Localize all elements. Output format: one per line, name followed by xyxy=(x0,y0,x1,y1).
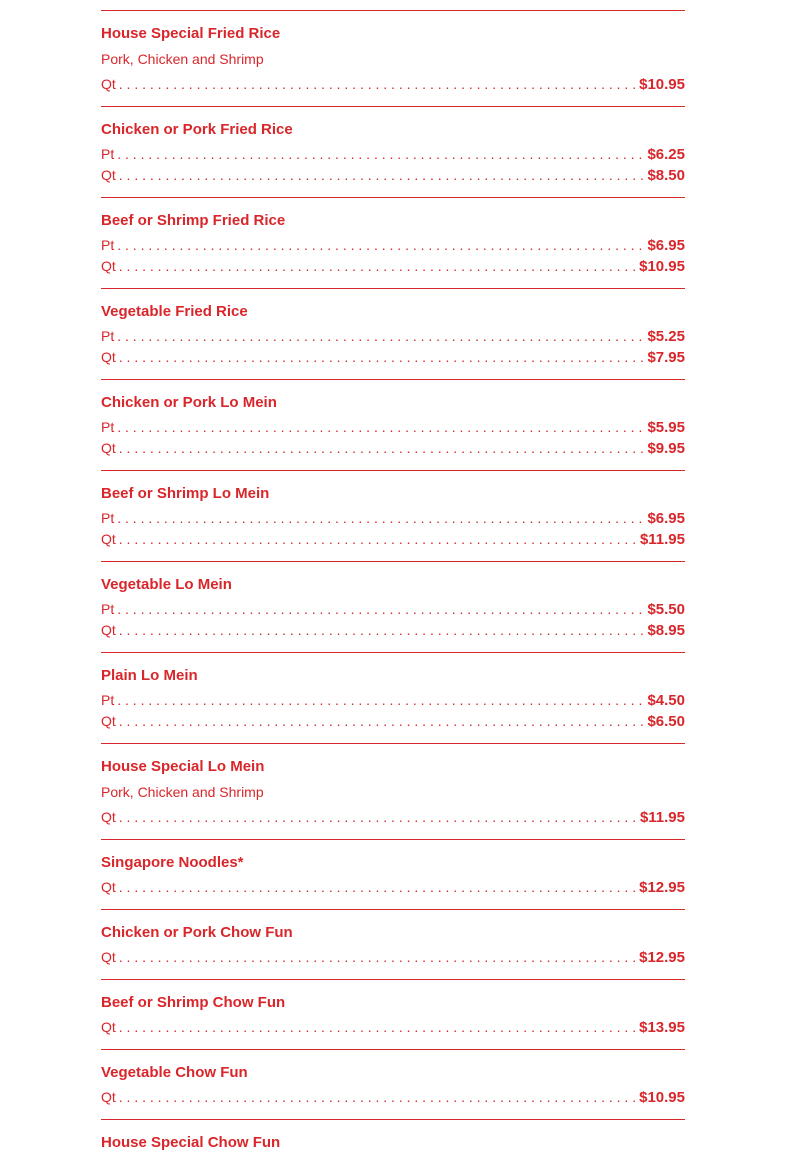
price: $6.50 xyxy=(647,713,685,730)
price: $5.50 xyxy=(647,601,685,618)
size-label: Pt xyxy=(101,237,115,253)
price: $13.95 xyxy=(639,1019,685,1036)
item-name: Vegetable Chow Fun xyxy=(101,1064,248,1081)
item-name: Chicken or Pork Chow Fun xyxy=(101,924,293,941)
price: $8.50 xyxy=(647,167,685,184)
item-name: Vegetable Lo Mein xyxy=(101,576,232,593)
menu-item xyxy=(101,979,685,1049)
price: $5.95 xyxy=(647,419,685,436)
size-label: Qt xyxy=(101,76,116,92)
item-name: Vegetable Fried Rice xyxy=(101,303,248,320)
price: $10.95 xyxy=(639,258,685,275)
size-label: Qt xyxy=(101,713,116,729)
price: $11.95 xyxy=(639,809,685,826)
price: $10.95 xyxy=(639,1089,685,1106)
size-label: Qt xyxy=(101,258,116,274)
dot-leader xyxy=(119,1020,637,1034)
dot-leader xyxy=(119,1090,637,1104)
price: $4.50 xyxy=(647,692,685,709)
item-name: Plain Lo Mein xyxy=(101,667,198,684)
price-row xyxy=(101,328,685,349)
dot-leader xyxy=(119,259,637,273)
price: $6.95 xyxy=(647,510,685,527)
price-row xyxy=(101,622,685,643)
price-row xyxy=(101,713,685,734)
dot-leader xyxy=(119,168,646,182)
price-row xyxy=(101,601,685,622)
dot-leader xyxy=(117,511,645,525)
price-row xyxy=(101,510,685,531)
size-label: Qt xyxy=(101,167,116,183)
menu-item xyxy=(101,288,685,379)
menu-item xyxy=(101,470,685,561)
size-label: Qt xyxy=(101,349,116,365)
price-row xyxy=(101,146,685,167)
size-label: Qt xyxy=(101,809,116,825)
item-name: Beef or Shrimp Fried Rice xyxy=(101,212,286,229)
item-name: Beef or Shrimp Lo Mein xyxy=(101,485,270,502)
item-description: Pork, Chicken and Shrimp xyxy=(101,51,264,67)
price-row xyxy=(101,349,685,370)
size-label: Qt xyxy=(101,879,116,895)
price-row xyxy=(101,419,685,440)
price-row xyxy=(101,258,685,279)
price: $12.95 xyxy=(639,879,685,896)
dot-leader xyxy=(119,441,646,455)
size-label: Pt xyxy=(101,510,115,526)
price: $12.95 xyxy=(639,949,685,966)
menu-item xyxy=(101,197,685,288)
menu-item xyxy=(101,1119,685,1168)
item-name: Beef or Shrimp Chow Fun xyxy=(101,994,286,1011)
price-row xyxy=(101,531,685,552)
dot-leader xyxy=(117,420,645,434)
price-row xyxy=(101,167,685,188)
item-description: Pork, Chicken and Shrimp xyxy=(101,784,264,800)
size-label: Pt xyxy=(101,146,115,162)
size-label: Qt xyxy=(101,440,116,456)
price-row xyxy=(101,809,685,830)
dot-leader xyxy=(119,950,637,964)
price-row xyxy=(101,692,685,713)
dot-leader xyxy=(119,810,638,824)
dot-leader xyxy=(117,147,645,161)
price: $6.25 xyxy=(647,146,685,163)
menu-item xyxy=(101,839,685,909)
price: $9.95 xyxy=(647,440,685,457)
item-name: Chicken or Pork Lo Mein xyxy=(101,394,277,411)
item-name: Singapore Noodles* xyxy=(101,854,244,871)
dot-leader xyxy=(119,880,637,894)
size-label: Pt xyxy=(101,692,115,708)
size-label: Qt xyxy=(101,1089,116,1105)
item-name: House Special Lo Mein xyxy=(101,758,265,775)
price: $8.95 xyxy=(647,622,685,639)
price-row xyxy=(101,1089,685,1110)
price-row xyxy=(101,949,685,970)
dot-leader xyxy=(119,532,638,546)
item-name: Chicken or Pork Fried Rice xyxy=(101,121,293,138)
size-label: Pt xyxy=(101,328,115,344)
menu-item xyxy=(101,561,685,652)
price-row xyxy=(101,237,685,258)
menu-list xyxy=(101,10,685,1168)
size-label: Pt xyxy=(101,601,115,617)
price: $7.95 xyxy=(647,349,685,366)
dot-leader xyxy=(119,714,646,728)
menu-item xyxy=(101,743,685,839)
menu-item xyxy=(101,379,685,470)
dot-leader xyxy=(119,623,646,637)
size-label: Qt xyxy=(101,622,116,638)
price: $5.25 xyxy=(647,328,685,345)
dot-leader xyxy=(119,350,646,364)
price-row xyxy=(101,76,685,97)
price: $10.95 xyxy=(639,76,685,93)
size-label: Pt xyxy=(101,419,115,435)
dot-leader xyxy=(117,329,645,343)
menu-item xyxy=(101,652,685,743)
menu-item xyxy=(101,10,685,106)
price-row xyxy=(101,440,685,461)
dot-leader xyxy=(117,602,645,616)
price-row xyxy=(101,1019,685,1040)
menu-item xyxy=(101,909,685,979)
price-row xyxy=(101,879,685,900)
dot-leader xyxy=(117,693,645,707)
size-label: Qt xyxy=(101,1019,116,1035)
item-name: House Special Chow Fun xyxy=(101,1134,281,1151)
menu-item xyxy=(101,1049,685,1119)
item-name: House Special Fried Rice xyxy=(101,25,281,42)
price: $11.95 xyxy=(639,531,685,548)
dot-leader xyxy=(117,238,645,252)
size-label: Qt xyxy=(101,531,116,547)
price: $6.95 xyxy=(647,237,685,254)
dot-leader xyxy=(119,77,637,91)
size-label: Qt xyxy=(101,949,116,965)
menu-item xyxy=(101,106,685,197)
